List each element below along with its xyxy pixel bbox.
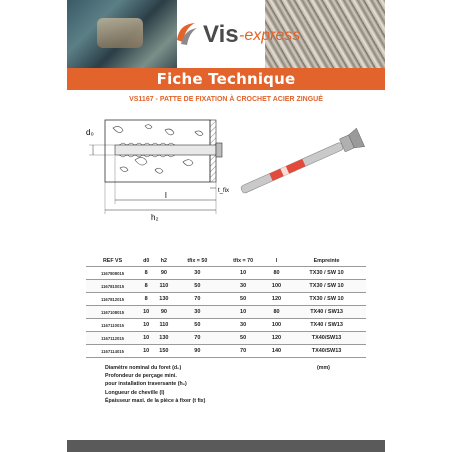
cell-d0: 10 (139, 319, 153, 332)
cell-tfix50: 90 (174, 345, 220, 358)
tools-photo (67, 0, 177, 68)
col-ref: REF VS (86, 255, 139, 267)
installation-diagram (85, 110, 235, 222)
cell-l: 120 (266, 332, 287, 345)
cell-tfix50: 50 (174, 319, 220, 332)
h2-label: h₂ (151, 213, 159, 222)
cell-tfix50: 70 (174, 293, 220, 306)
cell-empreinte: TX40/SW13 (287, 345, 366, 358)
cell-h2: 130 (153, 293, 174, 306)
cell-tfix70: 10 (220, 267, 266, 280)
col-h2: h2 (153, 255, 174, 267)
cell-d0: 10 (139, 306, 153, 319)
table-row (86, 345, 366, 358)
col-l: l (266, 255, 287, 267)
note-line: pour installation traversante (h₂) (105, 381, 187, 388)
table-row (86, 267, 366, 280)
cell-empreinte: TX30 / SW 10 (287, 267, 366, 280)
cell-d0: 10 (139, 345, 153, 358)
cell-tfix70: 30 (220, 319, 266, 332)
cell-empreinte: TX30 / SW 10 (287, 293, 366, 306)
cell-empreinte: TX40 / SW13 (287, 306, 366, 319)
cell-empreinte: TX40 / SW13 (287, 319, 366, 332)
cell-l: 140 (266, 345, 287, 358)
notes-unit: (mm) (317, 365, 330, 371)
cell-l: 120 (266, 293, 287, 306)
spec-table (86, 255, 366, 358)
cell-empreinte: TX30 / SW 10 (287, 280, 366, 293)
cell-ref: 1167812015 (86, 293, 139, 306)
cell-ref: 1167110015 (86, 319, 139, 332)
cell-h2: 130 (153, 332, 174, 345)
cell-h2: 110 (153, 280, 174, 293)
cell-h2: 90 (153, 267, 174, 280)
cell-d0: 10 (139, 332, 153, 345)
brand-name: Vis (203, 21, 239, 48)
cell-empreinte: TX40/SW13 (287, 332, 366, 345)
cell-d0: 8 (139, 267, 153, 280)
notes-legend (105, 364, 345, 405)
cell-ref: 1167112015 (86, 332, 139, 345)
cell-tfix50: 70 (174, 332, 220, 345)
note-line: Diamètre nominal du foret (d₀) (105, 365, 182, 371)
col-d0: d0 (139, 255, 153, 267)
cell-ref: 1167108015 (86, 306, 139, 319)
cell-h2: 110 (153, 319, 174, 332)
col-tfix70: tfix = 70 (220, 255, 266, 267)
page-title: Fiche Technique (156, 70, 296, 88)
note-line: Longueur de cheville (l) (105, 389, 165, 396)
cell-ref: 1167114015 (86, 345, 139, 358)
cell-h2: 150 (153, 345, 174, 358)
cell-tfix70: 10 (220, 306, 266, 319)
cell-tfix50: 50 (174, 280, 220, 293)
col-empreinte: Empreinte (287, 255, 366, 267)
cell-h2: 90 (153, 306, 174, 319)
cell-ref: 1167810015 (86, 280, 139, 293)
note-line: Épaisseur maxi. de la pièce à fixer (t fix) (105, 397, 206, 404)
cell-l: 80 (266, 267, 287, 280)
cell-tfix50: 30 (174, 267, 220, 280)
table-header-row (86, 255, 366, 267)
cell-tfix50: 30 (174, 306, 220, 319)
product-image (228, 125, 378, 200)
cell-d0: 8 (139, 280, 153, 293)
cell-d0: 8 (139, 293, 153, 306)
l-label: l (165, 191, 167, 200)
cell-l: 100 (266, 319, 287, 332)
product-title: VS1167 - PATTE DE FIXATION À CROCHET ACIER ZINGUÉ (129, 96, 323, 103)
table-row (86, 332, 366, 345)
title-bar (67, 68, 385, 90)
brand-logo (175, 18, 315, 58)
d0-label: d₀ (86, 128, 94, 137)
cell-tfix70: 50 (220, 332, 266, 345)
cell-l: 80 (266, 306, 287, 319)
cell-l: 100 (266, 280, 287, 293)
footer-bar (67, 440, 385, 452)
tfix-label: t_fix (218, 188, 230, 194)
note-line: Profondeur de perçage mini. (105, 373, 177, 380)
cell-tfix70: 50 (220, 293, 266, 306)
brand-suffix: -express (239, 27, 301, 44)
cell-ref: 1167808015 (86, 267, 139, 280)
col-tfix50: tfix = 50 (174, 255, 220, 267)
table-row (86, 319, 366, 332)
table-row (86, 293, 366, 306)
cell-tfix70: 30 (220, 280, 266, 293)
table-row (86, 306, 366, 319)
logo-swirl-icon (175, 20, 199, 48)
cell-tfix70: 70 (220, 345, 266, 358)
table-row (86, 280, 366, 293)
